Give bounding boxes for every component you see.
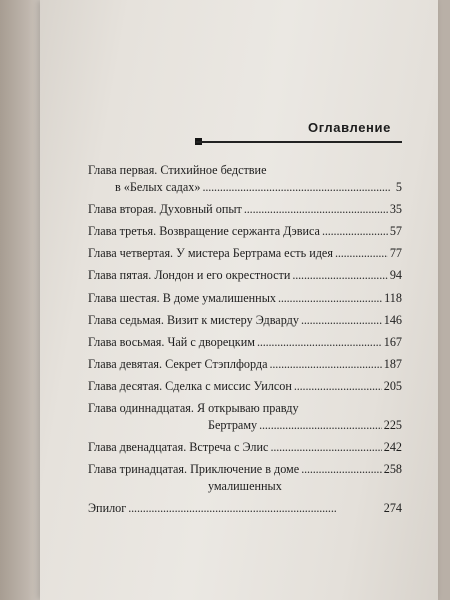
toc-entry-page: 205 — [383, 379, 402, 394]
toc-entry-line — [88, 162, 402, 179]
toc-entry-page: 57 — [389, 223, 402, 238]
toc-entry-line — [88, 400, 402, 417]
toc-entry — [88, 267, 402, 284]
leader-dots — [270, 356, 382, 373]
toc-entry-title: Эпилог — [88, 501, 127, 516]
toc-entry — [88, 334, 402, 351]
toc-entry-page: 258 — [383, 462, 402, 477]
toc-entry-page: 225 — [383, 418, 402, 433]
leader-dots — [301, 312, 382, 329]
leader-dots — [292, 267, 387, 284]
toc-entry — [88, 162, 402, 195]
toc-entry-line — [88, 223, 402, 240]
toc-entry — [88, 356, 402, 373]
toc-entry-line — [88, 356, 402, 373]
page-edge — [0, 0, 40, 600]
toc-entry — [88, 245, 402, 262]
toc-entry — [88, 500, 402, 517]
toc-entry-line — [88, 417, 402, 434]
toc-entry-line — [88, 334, 402, 351]
table-of-contents — [88, 162, 402, 522]
toc-entry-page: 187 — [383, 357, 402, 372]
toc-entry-title: Глава пятая. Лондон и его окрестности — [88, 268, 291, 283]
heading-rule — [196, 141, 402, 143]
toc-entry-page: 167 — [383, 334, 402, 349]
leader-dots — [244, 201, 388, 218]
toc-entry-line — [88, 461, 402, 478]
leader-dots — [301, 461, 382, 478]
leader-dots — [278, 290, 382, 307]
leader-dots — [257, 334, 382, 351]
toc-entry-page: 242 — [383, 440, 402, 455]
toc-entry-title: Глава десятая. Сделка с миссис Уилсон — [88, 379, 292, 394]
toc-entry-line — [88, 179, 402, 196]
toc-entry-title-continued: умалишенных — [208, 479, 282, 494]
leader-dots — [128, 500, 381, 517]
toc-entry-title: Глава восьмая. Чай с дворецким — [88, 334, 255, 349]
leader-dots — [202, 179, 390, 196]
toc-entry — [88, 201, 402, 218]
toc-entry-line — [88, 312, 402, 329]
leader-dots — [270, 439, 381, 456]
leader-dots — [259, 417, 382, 434]
toc-entry-title: Глава одиннадцатая. Я открываю правду — [88, 401, 299, 416]
toc-entry — [88, 290, 402, 307]
toc-entry — [88, 223, 402, 240]
toc-entry-title: Глава шестая. В доме умалишенных — [88, 290, 276, 305]
toc-entry-line — [88, 267, 402, 284]
toc-entry-page: 118 — [384, 290, 402, 305]
toc-entry — [88, 312, 402, 329]
toc-entry-title: Глава вторая. Духовный опыт — [88, 201, 242, 216]
toc-entry-title: Глава двенадцатая. Встреча с Элис — [88, 440, 269, 455]
toc-entry-page: 77 — [389, 246, 402, 261]
toc-entry — [88, 439, 402, 456]
toc-entry — [88, 378, 402, 395]
toc-entry-title: Глава седьмая. Визит к мистеру Эдварду — [88, 312, 299, 327]
leader-dots — [294, 378, 382, 395]
toc-entry-title-continued: в «Белых садах» — [115, 179, 201, 194]
toc-entry-page: 35 — [389, 201, 402, 216]
toc-entry-page: 94 — [389, 268, 402, 283]
toc-entry-line — [88, 290, 402, 307]
toc-entry-line — [88, 478, 402, 495]
leader-dots — [335, 245, 388, 262]
toc-entry-title-continued: Бертраму — [208, 418, 258, 433]
toc-entry-line — [88, 201, 402, 218]
toc-entry-title: Глава первая. Стихийное бедствие — [88, 163, 267, 177]
leader-dots — [322, 223, 388, 240]
toc-entry-title: Глава девятая. Секрет Стэплфорда — [88, 357, 268, 372]
toc-entry-page: 274 — [383, 501, 402, 516]
toc-entry-page: 146 — [383, 312, 402, 327]
toc-entry-page: 5 — [395, 179, 402, 194]
toc-entry-line — [88, 500, 402, 517]
toc-entry — [88, 400, 402, 433]
toc-entry-title: Глава четвертая. У мистера Бертрама есть идея — [88, 246, 333, 261]
toc-entry-title: Глава третья. Возвращение сержанта Дэвиса — [88, 223, 320, 238]
toc-entry-line — [88, 439, 402, 456]
toc-entry-title: Глава тринадцатая. Приключение в доме — [88, 462, 300, 477]
page-title: Оглавление — [308, 120, 391, 135]
toc-entry-line — [88, 245, 402, 262]
toc-entry-line — [88, 378, 402, 395]
toc-entry — [88, 461, 402, 494]
